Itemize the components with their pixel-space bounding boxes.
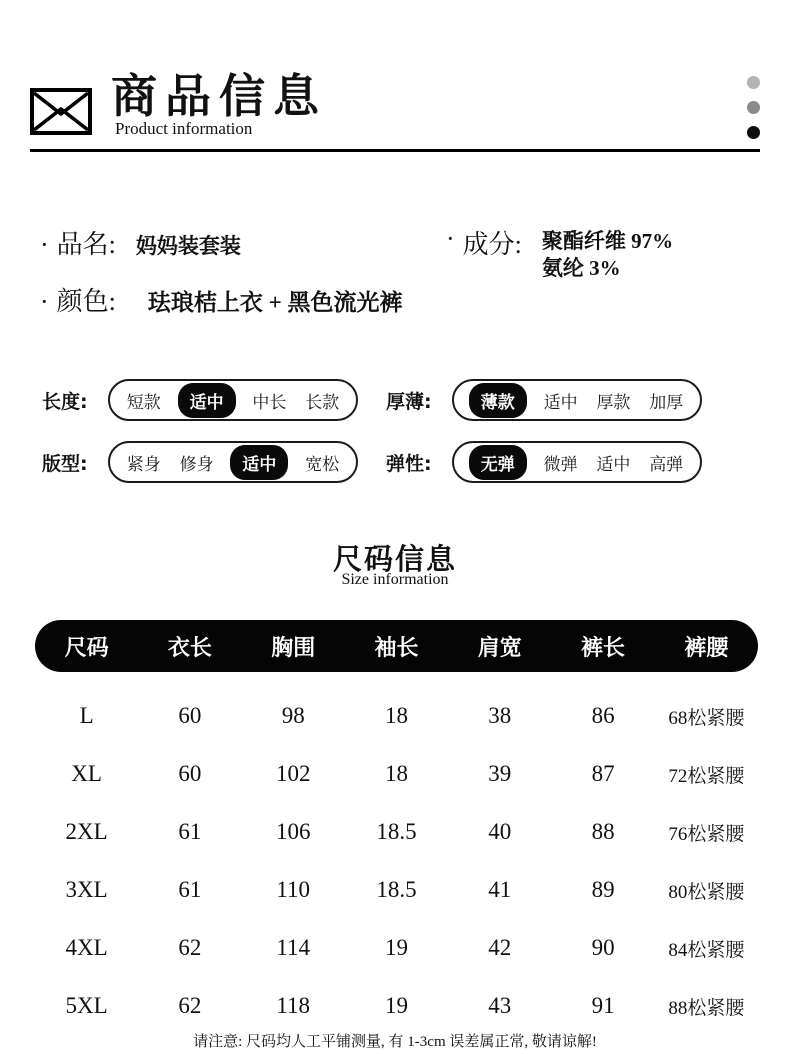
attribute-label: 版型: [42,452,88,475]
table-cell: 18.5 [376,819,417,844]
table-cell: 38 [488,703,512,728]
table-cell: 110 [276,877,311,902]
table-cell: 4XL [65,935,108,960]
attribute-option: 高弹 [649,454,684,474]
table-cell: 41 [488,877,512,902]
size-table-header-cell: 裤长 [581,635,626,661]
table-cell: 118 [276,993,311,1018]
table-cell: 72松紧腰 [668,765,745,787]
table-cell: 40 [488,819,512,844]
product-name-value: 妈妈装套装 [135,234,241,258]
attribute-option: 厚款 [596,392,631,412]
size-note: 请注意: 尺码均人工平铺测量, 有 1-3cm 误差属正常, 敬请谅解! [193,1034,597,1050]
table-cell: 2XL [65,819,108,844]
table-cell: 43 [488,993,512,1018]
bullet: · [446,224,455,253]
table-cell: 91 [591,993,615,1018]
attribute-group [42,441,358,483]
table-cell: 61 [178,819,202,844]
table-cell: 106 [275,819,311,844]
product-color-value: 珐琅桔上衣 + 黑色流光裤 [147,290,403,315]
table-cell: 76松紧腰 [668,823,745,845]
table-cell: 90 [591,935,615,960]
size-info-title: 尺码信息 [332,544,457,576]
attribute-option-selected: 适中 [178,383,236,418]
table-cell: 80松紧腰 [668,881,745,903]
attribute-option-selected: 适中 [230,445,288,480]
dot-indicator [747,76,760,89]
dot-indicator [747,101,760,114]
size-table-header-cell: 肩宽 [477,635,522,661]
attribute-group [386,441,702,483]
product-composition-row [446,224,673,282]
table-cell: 84松紧腰 [668,939,745,961]
size-info-subtitle: Size information [341,571,449,588]
table-row [35,861,758,919]
table-cell: 62 [178,993,202,1018]
table-cell: 89 [591,877,615,902]
attribute-group [386,379,702,421]
size-table-body [35,687,758,1035]
table-cell: 19 [384,935,408,960]
header-divider [30,149,760,152]
bullet: · [40,287,49,316]
dot-indicator [747,126,760,139]
product-composition-label: 成分: [462,230,522,259]
table-cell: L [79,703,94,728]
table-cell: 42 [488,935,512,960]
attribute-option: 适中 [596,454,631,474]
attribute-pill [108,379,358,421]
table-row [35,803,758,861]
product-composition-value [542,228,673,282]
attribute-option: 适中 [543,392,578,412]
size-table-header-cell: 裤腰 [684,635,729,661]
table-cell: 18 [384,761,408,786]
table-cell: 88松紧腰 [668,997,745,1019]
attribute-pill [452,379,702,421]
table-cell: 3XL [65,877,108,902]
table-cell: 98 [281,703,305,728]
table-row [35,919,758,977]
table-cell: 86 [591,703,615,728]
attribute-label: 弹性: [386,452,432,475]
size-table-header-cell: 袖长 [374,635,419,661]
table-cell: 61 [178,877,202,902]
table-row [35,745,758,803]
size-table-header [35,620,758,672]
table-cell: 18.5 [376,877,417,902]
attribute-group [42,379,358,421]
attribute-option: 宽松 [305,454,340,474]
attribute-pill [452,441,702,483]
product-color-label: 颜色: [56,287,116,316]
composition-line-2: 氨纶 3% [541,256,621,280]
product-name-label: 品名: [56,230,116,259]
table-cell: 60 [178,761,202,786]
attribute-option: 中长 [252,392,287,412]
page-title: 商品信息 [111,71,327,122]
size-table-header-cell: 尺码 [64,635,109,661]
header-dots [747,76,760,139]
table-cell: 62 [178,935,202,960]
bullet: · [40,230,49,259]
table-cell: 39 [488,761,512,786]
product-color-row [40,281,403,318]
table-cell: 87 [591,761,615,786]
table-cell: 5XL [65,993,108,1018]
product-name-row [40,224,241,261]
table-cell: 88 [591,819,615,844]
attribute-option-selected: 无弹 [469,445,527,480]
table-cell: 18 [384,703,408,728]
attribute-label: 厚薄: [386,390,432,413]
attribute-option-selected: 薄款 [469,383,527,418]
table-cell: 114 [276,935,311,960]
attribute-pill [108,441,358,483]
table-cell: 102 [275,761,311,786]
attribute-option: 加厚 [649,392,684,412]
envelope-icon [30,88,92,140]
table-row [35,687,758,745]
table-cell: 60 [178,703,202,728]
attribute-option: 紧身 [126,454,161,474]
page-subtitle: Product information [115,119,253,138]
attribute-option: 微弹 [543,454,578,474]
table-cell: 19 [384,993,408,1018]
table-cell: XL [71,761,102,786]
attribute-option: 短款 [126,392,161,412]
table-row [35,977,758,1035]
composition-line-1: 聚酯纤维 97% [541,229,674,253]
attribute-option: 修身 [179,454,214,474]
attribute-option: 长款 [305,392,340,412]
table-cell: 68松紧腰 [668,707,745,729]
size-table-header-cell: 胸围 [271,635,316,661]
size-table-header-cell: 衣长 [167,635,212,661]
attribute-label: 长度: [42,390,88,413]
